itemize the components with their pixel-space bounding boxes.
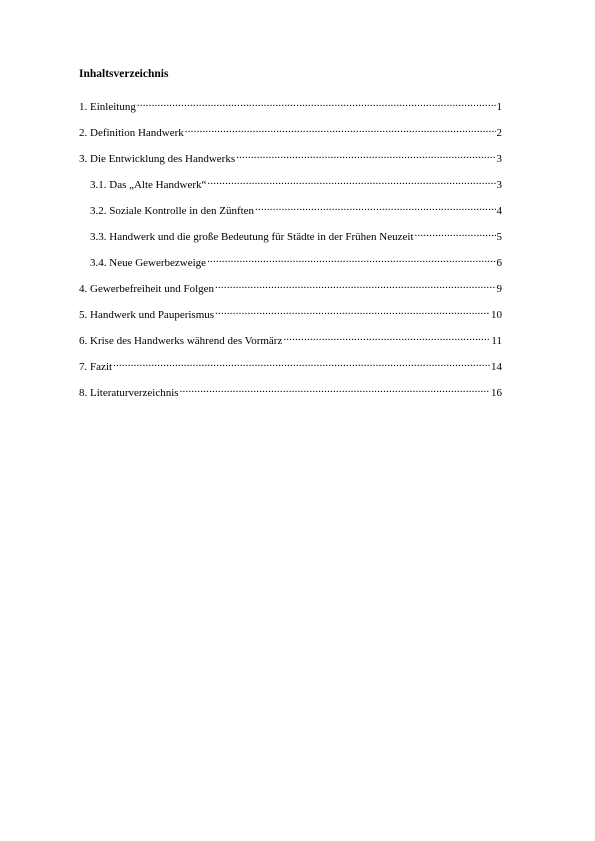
toc-entry-title: 2. Definition Handwerk: [79, 127, 184, 139]
toc-entry-title: 4. Gewerbefreiheit und Folgen: [79, 283, 215, 295]
toc-entry-title: 7. Fazit: [79, 361, 112, 373]
toc-dot-leader: [185, 122, 496, 136]
toc-entry-title: 1. Einleitung: [79, 101, 136, 113]
toc-entry[interactable]: [79, 122, 502, 148]
toc-entry[interactable]: [79, 148, 502, 174]
toc-subentry[interactable]: [79, 226, 502, 252]
toc-entry-page: 3: [496, 153, 502, 165]
toc-dot-leader: [180, 382, 490, 396]
toc-entry-title: 3.4. Neue Gewerbezweige: [90, 257, 207, 269]
toc-entry-page: 10: [491, 309, 502, 321]
table-of-contents: [79, 96, 502, 408]
toc-dot-leader: [113, 356, 490, 370]
toc-entry-title: 3.2. Soziale Kontrolle in den Zünften: [90, 205, 255, 217]
toc-entry-page: 11: [491, 335, 502, 347]
toc-entry-title: 3.3. Handwerk und die große Bedeutung für Städte in der Frühen Neuzeit: [90, 231, 414, 243]
toc-entry-page: 6: [496, 257, 502, 269]
toc-entry-page: 5: [496, 231, 502, 243]
toc-entry-page: 9: [496, 283, 502, 295]
toc-dot-leader: [236, 148, 495, 162]
toc-entry-title: 3. Die Entwicklung des Handwerks: [79, 153, 236, 165]
toc-entry-page: 4: [496, 205, 502, 217]
toc-entry-page: 2: [496, 127, 502, 139]
toc-entry[interactable]: [79, 304, 502, 330]
toc-heading: Inhaltsverzeichnis: [79, 68, 169, 80]
toc-subentry[interactable]: [79, 174, 502, 200]
toc-subentry[interactable]: [79, 200, 502, 226]
toc-dot-leader: [415, 226, 496, 240]
toc-dot-leader: [207, 174, 495, 188]
toc-subentry[interactable]: [79, 252, 502, 278]
toc-entry-page: 3: [496, 179, 502, 191]
toc-entry-title: 8. Literaturverzeichnis: [79, 387, 179, 399]
toc-dot-leader: [215, 278, 495, 292]
toc-entry-title: 6. Krise des Handwerks während des Vormärz: [79, 335, 283, 347]
toc-dot-leader: [137, 96, 496, 110]
toc-entry[interactable]: [79, 330, 502, 356]
toc-entry-title: 3.1. Das „Alte Handwerk“: [90, 179, 207, 191]
toc-dot-leader: [207, 252, 495, 266]
toc-entry[interactable]: [79, 356, 502, 382]
toc-entry[interactable]: [79, 96, 502, 122]
toc-dot-leader: [215, 304, 490, 318]
toc-entry-page: 14: [491, 361, 502, 373]
toc-entry[interactable]: [79, 278, 502, 304]
toc-dot-leader: [283, 330, 490, 344]
toc-entry-title: 5. Handwerk und Pauperismus: [79, 309, 215, 321]
toc-entry[interactable]: [79, 382, 502, 408]
toc-entry-page: 1: [496, 101, 502, 113]
toc-entry-page: 16: [491, 387, 502, 399]
toc-dot-leader: [255, 200, 495, 214]
